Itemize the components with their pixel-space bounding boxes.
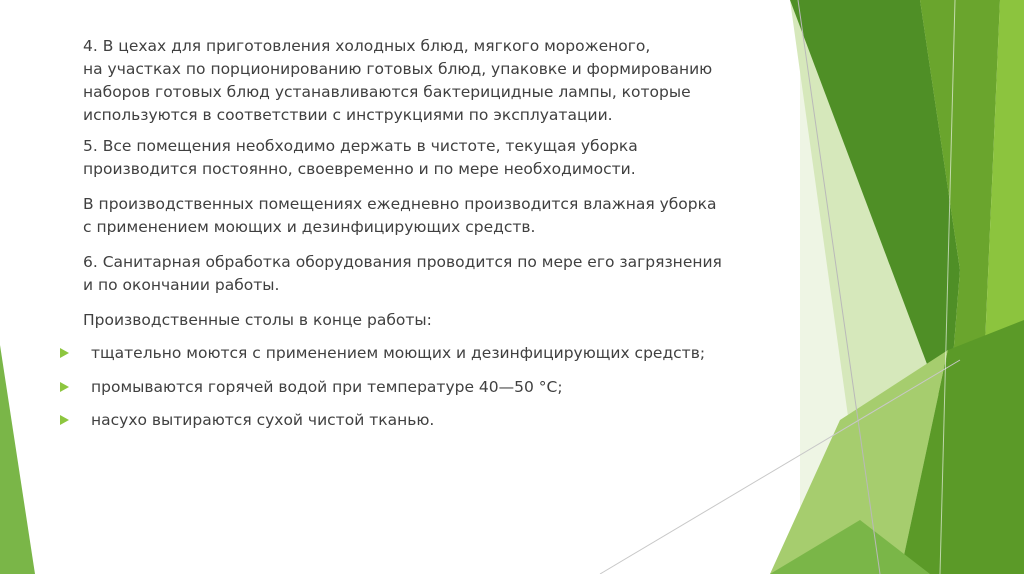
paragraph-item-4: 4. В цехах для приготовления холодных блюд, мягкого мороженого, на участках по порционированию готовых блюд, упаковке и формированию наборов готовых блюд устанавливаются бактерицидные лампы, которые используются в соответствии с инструкциями по эксплуатации. [83, 37, 713, 124]
paragraph-wet-cleaning: В производственных помещениях ежедневно производится влажная уборка с применением моющих и дезинфицирующих средств. [83, 195, 717, 236]
list-item [60, 409, 800, 433]
paragraph-item-5: 5. Все помещения необходимо держать в чистоте, текущая уборка производится постоянно, своевременно и по мере необходимости. [83, 137, 638, 178]
paragraph-tables-heading: Производственные столы в конце работы: [83, 311, 432, 329]
bullet-text: насухо вытираются сухой чистой тканью. [91, 411, 435, 429]
triangle-bullet-icon [60, 348, 69, 358]
triangle-bullet-icon [60, 415, 69, 425]
bullet-text: промываются горячей водой при температуре 40—50 °С; [91, 378, 563, 396]
bullet-text: тщательно моются с применением моющих и дезинфицирующих средств; [91, 344, 706, 362]
triangle-bullet-icon [60, 382, 69, 392]
list-item [60, 342, 800, 366]
paragraph-item-6: 6. Санитарная обработка оборудования проводится по мере его загрязнения и по окончании работы. [83, 253, 722, 294]
list-item [60, 376, 800, 400]
